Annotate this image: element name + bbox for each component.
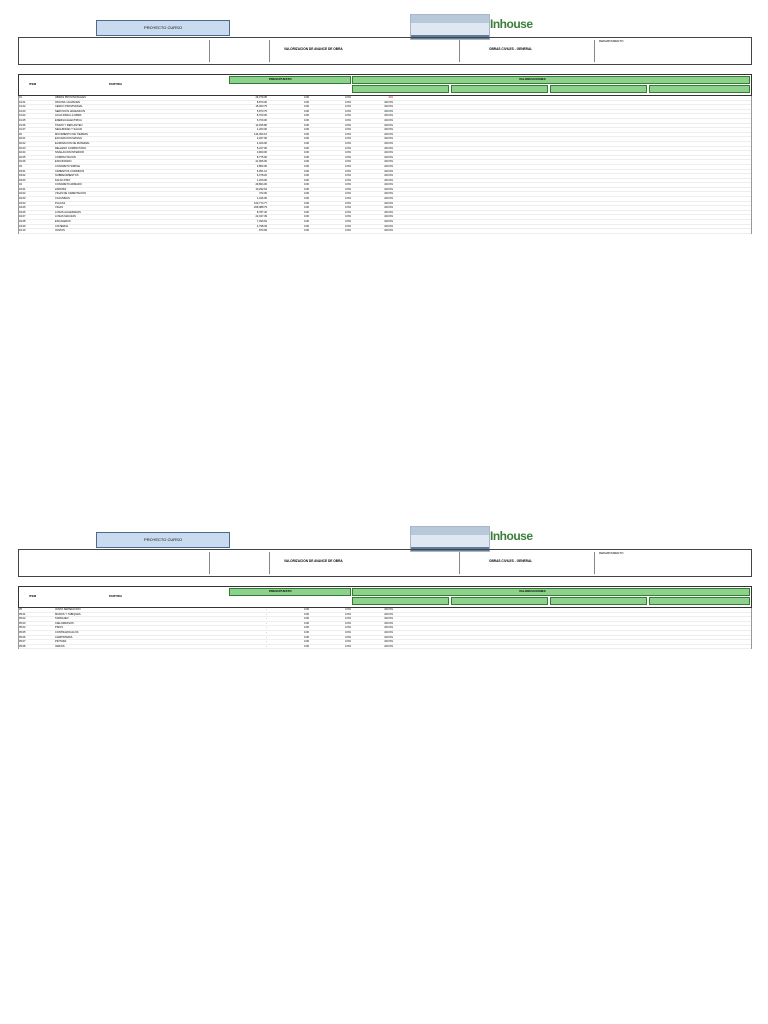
row-item: 02.02 (19, 141, 26, 145)
row-percent: 0.0% (345, 118, 351, 122)
row-budget: 3,267.00 (256, 137, 267, 141)
row-amount: 0.00 (303, 183, 309, 187)
row-budget: - (266, 617, 267, 621)
row-amount: 0.00 (303, 192, 309, 196)
header-item: ITEM (29, 82, 37, 86)
row-saldo: 100.0% (384, 197, 393, 201)
row-description: CISTERNA (55, 224, 69, 228)
row-description: FALSO PISO (55, 178, 71, 182)
row-description: JUNTAS (55, 229, 65, 233)
report-meta (18, 549, 752, 577)
row-amount: 0.00 (303, 220, 309, 224)
row-item: 01.05 (19, 118, 26, 122)
row-description: VARIOS (55, 644, 65, 648)
row-item: 03 (19, 164, 22, 168)
row-percent: 0.0% (345, 210, 351, 214)
row-amount: 0.00 (303, 155, 309, 159)
row-description: CONCRETO ARMADO (55, 183, 82, 187)
row-description: PLACAS (55, 201, 66, 205)
row-amount: 0.00 (303, 151, 309, 155)
row-budget: 6,951.12 (256, 169, 267, 173)
row-item: 02.03 (19, 146, 26, 150)
row-amount: 0.00 (303, 612, 309, 616)
row-item: 05.01 (19, 612, 26, 616)
row-description: MOVIMIENTO DE TIERRAS (55, 132, 88, 136)
row-amount: 0.00 (303, 141, 309, 145)
row-item: 03.02 (19, 174, 26, 178)
row-amount: 0.00 (303, 128, 309, 132)
row-percent: 0.0% (345, 123, 351, 127)
row-budget: 1,200.00 (256, 128, 267, 132)
row-amount: 0.00 (303, 114, 309, 118)
row-percent: 0.0% (345, 612, 351, 616)
row-description: OBRAS PROVISIONALES (55, 96, 86, 99)
row-description: ENCOFRADO (55, 160, 72, 164)
row-saldo: 100.0% (384, 612, 393, 616)
row-budget: - (266, 630, 267, 634)
row-amount: 0.00 (303, 635, 309, 639)
header-partida: PARTIDA (109, 594, 123, 598)
obra-label: OBRAS CIVILES - GENERAL (489, 559, 533, 563)
row-description: CARPINTERIA (55, 635, 73, 639)
row-saldo: 100.0% (384, 621, 393, 625)
row-description: PINTURA (55, 640, 67, 644)
row-item: 03.01 (19, 169, 26, 173)
row-percent: 0.0% (345, 187, 351, 191)
row-percent: 0.0% (345, 174, 351, 178)
row-amount: 0.00 (303, 201, 309, 205)
row-budget: 8,870.00 (256, 100, 267, 104)
table-header: ITEM PARTIDA PRESUPUESTO VALORIZACIONES (18, 586, 752, 608)
row-saldo: 100.0% (384, 229, 393, 233)
row-percent: 0.0% (345, 621, 351, 625)
row-description: CONCRETO SIMPLE (55, 164, 81, 168)
row-percent: 0.0% (345, 128, 351, 132)
row-item: 03.03 (19, 178, 26, 182)
row-saldo: 100.0% (384, 630, 393, 634)
budget-rows-1 (18, 96, 752, 234)
row-description: COMPACTACION (55, 155, 76, 159)
row-saldo: 100.0% (384, 608, 393, 611)
row-saldo: 100.0% (384, 100, 393, 104)
row-budget: - (266, 612, 267, 616)
row-budget: - (266, 635, 267, 639)
row-percent: 0.0% (345, 640, 351, 644)
row-percent: 0.0% (345, 164, 351, 168)
row-amount: 0.00 (303, 123, 309, 127)
report-sheet-2 (18, 529, 750, 1024)
row-description: COLUMNAS (55, 197, 70, 201)
row-saldo: 100.0% (384, 215, 393, 219)
row-amount: 0.00 (303, 105, 309, 109)
row-description: NIVELACION INTERIOR (55, 151, 84, 155)
row-description: ESCALERAS (55, 220, 71, 224)
project-banner: PROYECTO CURSO (96, 532, 230, 548)
row-description: ELIMINACION DE MATERIAL (55, 141, 90, 145)
budget-rows-2 (18, 608, 752, 649)
row-amount: 0.00 (303, 621, 309, 625)
row-percent: 0.0% (345, 229, 351, 233)
row-budget: 100,774.77 (254, 201, 267, 205)
row-item: 01.04 (19, 114, 26, 118)
row-budget: 15,063.75 (255, 105, 267, 109)
row-saldo: 100.0% (384, 220, 393, 224)
row-description: TRAZO Y REPLANTEO (55, 123, 83, 127)
row-saldo: 100.0% (384, 626, 393, 630)
row-item: 04.05 (19, 206, 26, 210)
row-saldo: 100.0% (384, 169, 393, 173)
row-budget: 6,700.00 (256, 118, 267, 122)
row-saldo: 100.0% (384, 617, 393, 621)
row-amount: 0.00 (303, 229, 309, 233)
row-item: 02.05 (19, 155, 26, 159)
row-amount: 0.00 (303, 626, 309, 630)
table-header: ITEM PARTIDA PRESUPUESTO VALORIZACIONES (18, 74, 752, 96)
row-saldo: 100.0% (384, 155, 393, 159)
row-amount: 0.00 (303, 118, 309, 122)
row-percent: 0.0% (345, 155, 351, 159)
row-saldo: 100.0% (384, 118, 393, 122)
row-budget: 873.69 (259, 229, 267, 233)
row-saldo: 100.0% (384, 151, 393, 155)
row-amount: 0.00 (303, 197, 309, 201)
row-saldo: 100.0% (384, 160, 393, 164)
row-item: 04 (19, 183, 22, 187)
row-description: CIELORRASOS (55, 621, 74, 625)
report-sheet-1 (18, 17, 750, 520)
row-item: 02 (19, 132, 22, 136)
row-amount: 0.00 (303, 164, 309, 168)
row-description: MUROS Y TABIQUES (55, 612, 81, 616)
row-percent: 0.0% (345, 96, 351, 99)
row-item: 02.01 (19, 137, 26, 141)
row-description: PISOS (55, 626, 63, 630)
row-item: 01.02 (19, 105, 26, 109)
row-item: 01.07 (19, 128, 26, 132)
row-item: 04.08 (19, 220, 26, 224)
row-budget: 372.00 (259, 192, 267, 196)
row-percent: 0.0% (345, 132, 351, 136)
row-budget: 1,200.00 (256, 178, 267, 182)
row-saldo: -984 (387, 96, 393, 99)
row-percent: 0.0% (345, 114, 351, 118)
row-item: 05.07 (19, 640, 26, 644)
row-amount: 0.00 (303, 137, 309, 141)
row-item: 04.10 (19, 229, 26, 233)
row-budget: 8,787.32 (256, 210, 267, 214)
row-saldo: 100.0% (384, 164, 393, 168)
row-saldo: 100.0% (384, 128, 393, 132)
row-amount: 0.00 (303, 210, 309, 214)
row-description: CONTRAZOCALOS (55, 630, 79, 634)
row-item: 04.09 (19, 224, 26, 228)
row-budget: - (266, 640, 267, 644)
row-budget: 4,400.00 (256, 141, 267, 145)
row-budget: 5,873.75 (256, 109, 267, 113)
row-saldo: 100.0% (384, 210, 393, 214)
row-item: 05.06 (19, 635, 26, 639)
row-percent: 0.0% (345, 100, 351, 104)
row-item: 04.04 (19, 201, 26, 205)
row-amount: 0.00 (303, 132, 309, 136)
row-description: RELLENO COMPACTADO (55, 146, 87, 150)
row-saldo: 100.0% (384, 201, 393, 205)
row-description: ZAPATAS (55, 187, 67, 191)
row-item: 05.04 (19, 626, 26, 630)
row-item: 05.02 (19, 617, 26, 621)
row-amount: 0.00 (303, 644, 309, 648)
row-budget: - (266, 626, 267, 630)
row-budget: 5,227.00 (256, 146, 267, 150)
row-percent: 0.0% (345, 635, 351, 639)
report-meta (18, 37, 752, 65)
row-amount: 0.00 (303, 169, 309, 173)
row-percent: 0.0% (345, 626, 351, 630)
row-saldo: 100.0% (384, 183, 393, 187)
row-budget: 8,775.00 (256, 155, 267, 159)
row-item: 02.04 (19, 151, 26, 155)
row-budget: 12,456.80 (255, 123, 267, 127)
row-budget: 269,988.79 (254, 206, 267, 210)
table-row (19, 229, 751, 234)
row-budget: 22,047.39 (255, 215, 267, 219)
row-amount: 0.00 (303, 146, 309, 150)
row-percent: 0.0% (345, 197, 351, 201)
row-description: VIGAS (55, 206, 63, 210)
row-amount: 0.00 (303, 215, 309, 219)
row-description: VIGAS DE CIMENTACION (55, 192, 86, 196)
row-description: TARRAJEO (55, 617, 69, 621)
row-saldo: 100.0% (384, 640, 393, 644)
row-saldo: 100.0% (384, 141, 393, 145)
row-percent: 0.0% (345, 146, 351, 150)
row-saldo: 100.0% (384, 132, 393, 136)
row-description: OFICINA / ALMACEN (55, 100, 80, 104)
row-description: SERVICIOS HIGIENICOS (55, 109, 86, 113)
row-description: LOSAS MACIZAS (55, 215, 76, 219)
row-amount: 0.00 (303, 224, 309, 228)
row-description: EXCAVACION MASIVA (55, 137, 82, 141)
row-item: 01.03 (19, 109, 26, 113)
row-description: JUNTA SEPARACION (55, 608, 81, 611)
row-budget: 26,379.05 (255, 96, 267, 99)
row-percent: 0.0% (345, 141, 351, 145)
row-item: 02.06 (19, 160, 26, 164)
row-percent: 0.0% (345, 206, 351, 210)
header-valorizaciones (352, 76, 750, 84)
row-percent: 0.0% (345, 220, 351, 224)
row-percent: 0.0% (345, 224, 351, 228)
row-description: CIMIENTOS CORRIDOS (55, 169, 85, 173)
brand-logo: Inhouse (490, 529, 533, 543)
row-item: 05.05 (19, 630, 26, 634)
row-amount: 0.00 (303, 100, 309, 104)
report-title: VALORIZACION DE AVANCE DE OBRA (284, 559, 343, 563)
report-title: VALORIZACION DE AVANCE DE OBRA (284, 47, 343, 51)
row-percent: 0.0% (345, 183, 351, 187)
row-amount: 0.00 (303, 187, 309, 191)
row-item: 01.01 (19, 100, 26, 104)
row-percent: 0.0% (345, 644, 351, 648)
row-item: 04.07 (19, 215, 26, 219)
row-budget: - (266, 608, 267, 611)
row-description: SEGURIDAD Y SALUD (55, 128, 83, 132)
row-saldo: 100.0% (384, 187, 393, 191)
department-label: DEPARTAMENTO (599, 39, 624, 43)
row-amount: 0.00 (303, 608, 309, 611)
row-amount: 0.00 (303, 630, 309, 634)
row-amount: 0.00 (303, 160, 309, 164)
row-budget: 3,900.00 (256, 151, 267, 155)
row-saldo: 100.0% (384, 192, 393, 196)
row-saldo: 100.0% (384, 174, 393, 178)
row-budget: 8,700.00 (256, 114, 267, 118)
row-budget: 3,852.00 (256, 164, 267, 168)
row-item: 05 (19, 608, 22, 611)
row-saldo: 100.0% (384, 105, 393, 109)
row-amount: 0.00 (303, 109, 309, 113)
row-saldo: 100.0% (384, 644, 393, 648)
project-banner: PROYECTO CURSO (96, 20, 230, 36)
department-label: DEPARTAMENTO (599, 551, 624, 555)
row-budget: 1,326.00 (256, 197, 267, 201)
row-budget: 29,864.00 (255, 183, 267, 187)
brand-logo: Inhouse (490, 17, 533, 31)
row-saldo: 100.0% (384, 137, 393, 141)
row-description: ENERGIA ELECTRICA (55, 118, 82, 122)
row-description: SOBRECIMIENTOS (55, 174, 79, 178)
row-percent: 0.0% (345, 137, 351, 141)
row-saldo: 100.0% (384, 109, 393, 113)
row-percent: 0.0% (345, 160, 351, 164)
row-percent: 0.0% (345, 215, 351, 219)
row-budget: 10,292.64 (255, 187, 267, 191)
row-percent: 0.0% (345, 630, 351, 634)
row-description: CERCO PROVISIONAL (55, 105, 83, 109)
row-saldo: 100.0% (384, 224, 393, 228)
row-saldo: 100.0% (384, 178, 393, 182)
row-amount: 0.00 (303, 617, 309, 621)
row-percent: 0.0% (345, 192, 351, 196)
row-percent: 0.0% (345, 105, 351, 109)
row-item: 04.06 (19, 210, 26, 214)
row-amount: 0.00 (303, 206, 309, 210)
row-saldo: 100.0% (384, 146, 393, 150)
row-budget: 144,004.16 (254, 132, 267, 136)
row-percent: 0.0% (345, 169, 351, 173)
row-budget: 21,906.00 (255, 160, 267, 164)
header-valorizaciones (352, 588, 750, 596)
table-row (19, 645, 751, 650)
row-item: 05.03 (19, 621, 26, 625)
row-percent: 0.0% (345, 151, 351, 155)
header-item: ITEM (29, 594, 37, 598)
row-percent: 0.0% (345, 201, 351, 205)
row-item: 01.06 (19, 123, 26, 127)
row-budget: - (266, 644, 267, 648)
header-partida: PARTIDA (109, 82, 123, 86)
row-amount: 0.00 (303, 178, 309, 182)
row-saldo: 100.0% (384, 206, 393, 210)
row-amount: 0.00 (303, 96, 309, 99)
row-saldo: 100.0% (384, 635, 393, 639)
row-budget: 4,798.39 (256, 224, 267, 228)
row-saldo: 100.0% (384, 114, 393, 118)
row-item: 05.08 (19, 644, 26, 648)
row-description: LOSAS ALIGERADAS (55, 210, 81, 214)
row-item: 01 (19, 96, 22, 99)
row-item: 04.02 (19, 192, 26, 196)
row-budget: - (266, 621, 267, 625)
row-item: 04.01 (19, 187, 26, 191)
row-budget: 7,490.62 (256, 220, 267, 224)
row-budget: 6,378.20 (256, 174, 267, 178)
row-description: AGUA PARA LA OBRA (55, 114, 82, 118)
row-amount: 0.00 (303, 174, 309, 178)
row-saldo: 100.0% (384, 123, 393, 127)
row-percent: 0.0% (345, 617, 351, 621)
row-percent: 0.0% (345, 178, 351, 182)
row-amount: 0.00 (303, 640, 309, 644)
row-percent: 0.0% (345, 109, 351, 113)
row-item: 04.03 (19, 197, 26, 201)
obra-label: OBRAS CIVILES - GENERAL (489, 47, 533, 51)
row-percent: 0.0% (345, 608, 351, 611)
